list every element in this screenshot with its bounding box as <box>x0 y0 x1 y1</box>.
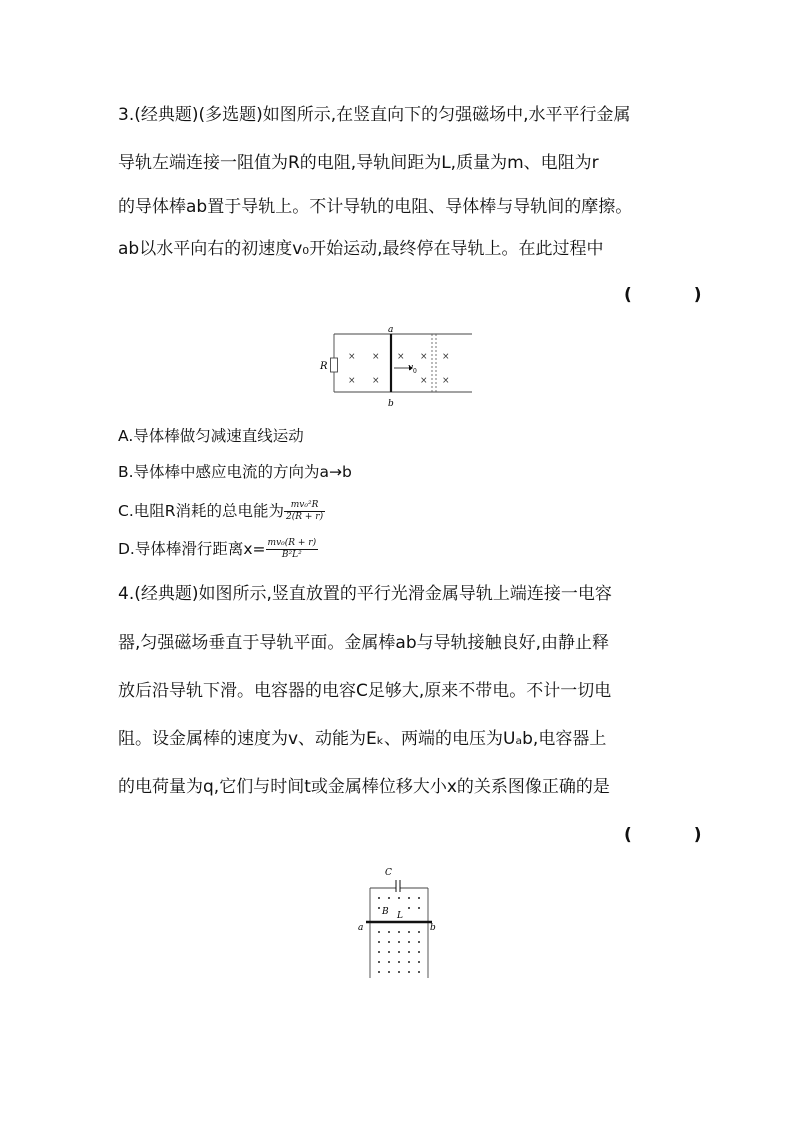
q3-line-4: ab以水平向右的初速度v₀开始运动,最终停在导轨上。在此过程中 <box>118 239 604 259</box>
svg-text:×: × <box>420 376 428 386</box>
q4-answer-paren: ( ) <box>624 825 730 845</box>
svg-text:×: × <box>397 352 405 362</box>
q4-label-L: L <box>397 911 403 921</box>
svg-text:×: × <box>372 376 380 386</box>
q4-line-3: 放后沿导轨下滑。电容器的电容C足够大,原来不带电。不计一切电 <box>118 681 612 701</box>
q4-line-1: 4.(经典题)如图所示,竖直放置的平行光滑金属导轨上端连接一电容 <box>118 584 612 604</box>
q3-answer-paren: ( ) <box>624 285 730 305</box>
svg-text:×: × <box>420 352 428 362</box>
q3-label-v-sub: 0 <box>413 368 417 375</box>
q3-magnetic-field-crosses <box>348 352 450 386</box>
q3-label-v: v <box>408 363 414 373</box>
svg-text:×: × <box>442 352 450 362</box>
q4-line-2: 器,匀强磁场垂直于导轨平面。金属棒ab与导轨接触良好,由静止释 <box>118 633 610 653</box>
svg-text:×: × <box>348 376 356 386</box>
q4-label-B: B <box>382 907 389 917</box>
svg-text:×: × <box>348 352 356 362</box>
q3-line-1: 3.(经典题)(多选题)如图所示,在竖直向下的匀强磁场中,水平平行金属 <box>118 105 631 125</box>
q3-option-c: C.电阻R消耗的总电能为 $\frac{\text{mv₀²R}}{2(R + r)}$ <box>118 500 324 522</box>
q3-option-b: B.导体棒中感应电流的方向为a→b <box>118 463 352 481</box>
q3-option-a: A.导体棒做匀减速直线运动 <box>118 427 304 445</box>
q4-label-C: C <box>385 868 392 878</box>
q3-label-R: R <box>320 361 328 372</box>
q3-option-d: D.导体棒滑行距离x= $\frac{\text{mv₀(R + r)}}{\text{B²L²}}$ <box>118 538 317 560</box>
q3-label-a: a <box>388 325 394 335</box>
q4-line-4: 阻。设金属棒的速度为v、动能为Eₖ、两端的电压为Uₐb,电容器上 <box>118 729 607 749</box>
q3-line-3: 的导体棒ab置于导轨上。不计导轨的电阻、导体棒与导轨间的摩擦。 <box>118 197 633 217</box>
q4-line-5: 的电荷量为q,它们与时间t或金属棒位移大小x的关系图像正确的是 <box>118 777 610 797</box>
q4-label-b: b <box>430 923 436 933</box>
q4-circuit-figure <box>352 862 442 982</box>
q3-label-b: b <box>388 399 394 409</box>
svg-text:×: × <box>442 376 450 386</box>
q3-line-2: 导轨左端连接一阻值为R的电阻,导轨间距为L,质量为m、电阻为r <box>118 153 599 173</box>
q4-label-a: a <box>358 923 364 933</box>
q3-resistor <box>331 358 338 372</box>
q3-option-d-fraction: $\frac{\text{mv₀(R + r)}}{\text{B²L²}}$ <box>267 538 317 560</box>
q3-option-c-fraction: $\frac{\text{mv₀²R}}{2(R + r)}$ <box>286 500 324 522</box>
svg-text:×: × <box>372 352 380 362</box>
q3-circuit-figure <box>312 322 477 412</box>
